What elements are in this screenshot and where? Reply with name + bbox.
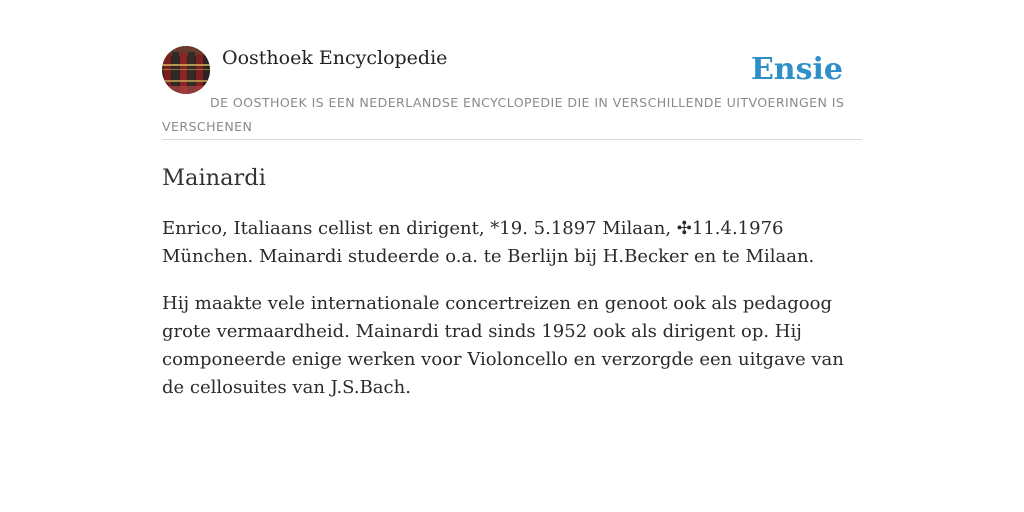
article-body [162, 163, 862, 402]
article-paragraph: Enrico, Italiaans cellist en dirigent, *19. 5.1897 Milaan, ✣11.4.1976 München. Mainardi studeerde o.a. te Berlijn bij H.Becker en te Milaan. [162, 218, 815, 267]
article-container [162, 46, 862, 398]
article-paragraph: Hij maakte vele internationale concertreizen en genoot ook als pedagoog grote vermaardheid. Mainardi trad sinds 1952 ook als dirigent op. Hij componeerde enige werken voor Violoncello en verzorgde een uitgave van de cellosuites van J.S.Bach. [162, 293, 844, 398]
book-spines-icon[interactable] [162, 46, 210, 94]
site-header [162, 46, 862, 140]
site-tagline: DE OOSTHOEK IS EEN NEDERLANDSE ENCYCLOPEDIE DIE IN VERSCHILLENDE UITVOERINGEN IS VERSCHENEN [162, 95, 845, 134]
site-name[interactable]: Oosthoek Encyclopedie [222, 47, 448, 69]
article-title: Mainardi [162, 165, 266, 191]
ensie-logo-link[interactable]: Ensie [750, 52, 843, 87]
